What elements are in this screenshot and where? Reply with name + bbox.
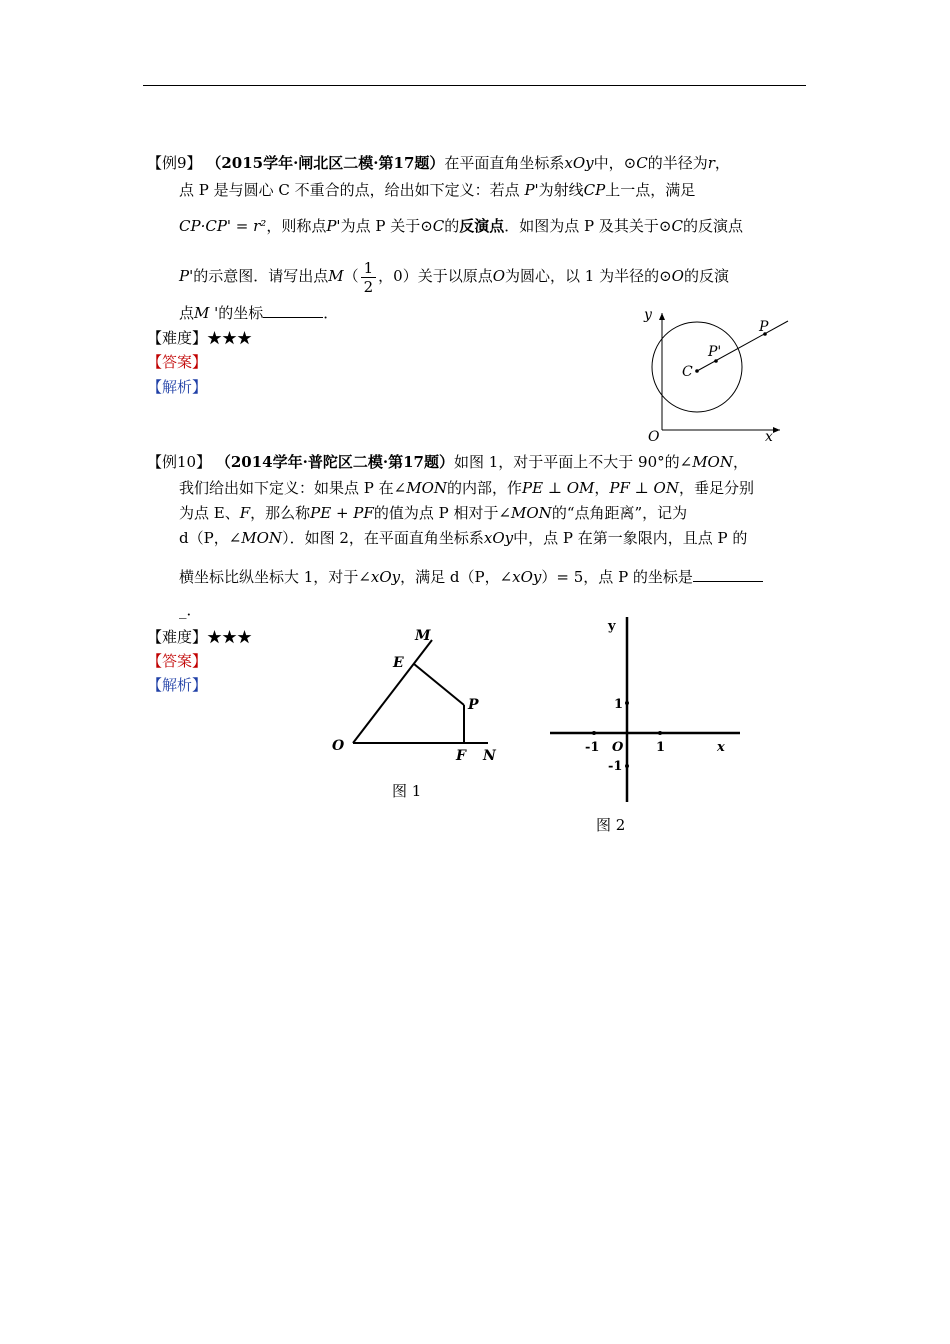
ex9-circle-c: ⊙C (658, 217, 683, 235)
circle-c (652, 322, 742, 412)
ex10-text: 的值为点 P 相对于 (373, 504, 499, 522)
label-x: x (717, 740, 725, 755)
ex10-angle-mon: ∠MON (393, 479, 447, 497)
ex10-difficulty: 【难度】★★★ (147, 628, 253, 646)
ex10-line-3 (179, 503, 687, 523)
tick-1-x (658, 731, 662, 735)
label-y: y (608, 619, 616, 634)
ex10-pf-on: PF ⊥ ON (609, 479, 679, 497)
ex9-cp: CP (583, 181, 606, 199)
ex10-angle-xoy: ∠xOy (358, 568, 401, 586)
ex10-line-6: _． (179, 601, 202, 619)
ex10-answer: 【答案】 (147, 652, 208, 670)
ex9-text: 上一点，满足 (605, 181, 696, 199)
ex9-p-prime: P' (524, 181, 539, 199)
ex10-text: ，那么称 (250, 504, 311, 522)
point-c (695, 369, 699, 373)
ex9-text: 为圆心，以 1 为半径的 (505, 267, 660, 285)
ex9-xoy: xOy (564, 154, 594, 172)
ex10-pe-om: PE ⊥ OM (522, 479, 595, 497)
ex9-line-2 (179, 180, 695, 200)
ex10-text: ，垂足分别 (678, 479, 754, 497)
ex9-text: 的示意图．请写出点 (193, 267, 329, 285)
ex9-text: 在平面直角坐标系 (444, 154, 565, 172)
ex9-text: 的反演点 (682, 217, 743, 235)
ex9-answer-blank[interactable] (263, 303, 323, 318)
label-o: O (648, 429, 660, 445)
ex10-figure-1-caption: 图 1 (392, 782, 422, 800)
label-neg1-y: -1 (608, 759, 623, 774)
ex10-angle-xoy: ∠xOy (499, 568, 542, 586)
ex10-figure-1 (325, 620, 510, 775)
tick-neg1-y (625, 764, 629, 768)
ex9-line-5 (179, 303, 338, 323)
label-y: y (644, 307, 652, 323)
label-m: M (415, 628, 431, 644)
ex9-fraction-den: 2 (363, 277, 374, 296)
ex9-text: 为点 P 关于 (340, 217, 421, 235)
ex10-line-4 (179, 528, 747, 548)
ex10-text: ， (732, 453, 748, 471)
label-p: P (759, 319, 769, 335)
ex10-text: d（P， (179, 529, 229, 547)
x-axis-arrow-icon (773, 427, 780, 433)
ex9-difficulty: 【难度】★★★ (147, 329, 253, 347)
ex9-radius: r (707, 154, 715, 172)
ex9-tag: 【例9】 (147, 154, 202, 172)
label-x: x (765, 429, 773, 445)
label-1-x: 1 (656, 740, 666, 755)
ex10-text: 的内部，作 (447, 479, 523, 497)
ex9-text: ， (714, 154, 730, 172)
ex10-text: 中，点 P 在第一象限内，且点 P 的 (513, 529, 748, 547)
label-c: C (682, 364, 693, 380)
label-1-y: 1 (614, 697, 624, 712)
ex10-figure-2 (545, 612, 745, 807)
ex9-fraction-num: 1 (361, 259, 377, 278)
ex10-angle-mon: ∠MON (228, 529, 283, 547)
ex10-text: 的“点角距离”，记为 (551, 504, 688, 522)
ex10-xoy: xOy (483, 529, 514, 547)
ex9-line-3 (179, 216, 743, 236)
ex9-term: 反演点 (459, 217, 505, 235)
label-neg1-x: -1 (585, 740, 600, 755)
ex10-text: 如图 1，对于平面上不大于 90°的 (453, 453, 680, 471)
ex9-fraction (361, 259, 377, 296)
label-f: F (456, 748, 466, 764)
tick-1-y (625, 701, 629, 705)
ex9-text: 的 (444, 217, 460, 235)
ex9-text: ．如图为点 P 及其关于 (504, 217, 659, 235)
ex10-text: 我们给出如下定义：如果点 P 在 (179, 479, 394, 497)
label-n: N (483, 748, 496, 764)
ex9-analysis: 【解析】 (147, 378, 208, 396)
ex10-source: （2014学年·普陀区二模·第17题） (215, 453, 454, 471)
label-p-prime: P' (708, 344, 722, 360)
ex10-angle-mon: ∠MON (498, 504, 552, 522)
ex9-text: 点 (179, 304, 195, 322)
ex9-text: 为射线 (538, 181, 584, 199)
ex9-formula: CP·CP' = r² (179, 217, 267, 235)
ex9-text: 的反演 (683, 267, 729, 285)
ex10-analysis: 【解析】 (147, 676, 208, 694)
ex9-circle-c: ⊙C (623, 154, 648, 172)
label-e: E (393, 655, 404, 671)
ex10-line-5 (179, 567, 763, 587)
ex9-line-4 (179, 256, 729, 296)
ex9-text: ，则称点 (266, 217, 327, 235)
label-o: O (612, 740, 624, 755)
ex10-line-2 (179, 478, 754, 498)
ex9-circle-c: ⊙C (420, 217, 445, 235)
tick-neg1-x (592, 731, 596, 735)
ex10-answer-blank[interactable] (693, 567, 763, 582)
ex9-text: 中， (593, 154, 624, 172)
ex10-pe-pf: PE + PF (310, 504, 374, 522)
ex9-text: （ (343, 267, 359, 285)
ex9-text: 的坐标 (218, 304, 264, 322)
ex10-text: ，满足 d（P， (400, 568, 500, 586)
header-rule (143, 85, 806, 86)
ex10-text: ， (594, 479, 610, 497)
ex9-p-prime: P' (179, 267, 194, 285)
ex10-angle-mon: ∠MON (679, 453, 733, 471)
ex10-figure-2-caption: 图 2 (596, 816, 626, 834)
ex10-text: ）．如图 2，在平面直角坐标系 (282, 529, 484, 547)
label-p: P (468, 697, 479, 713)
ex10-text: ）= 5，点 P 的坐标是 (541, 568, 693, 586)
ex9-o: O (492, 267, 506, 285)
ex9-m: M (328, 267, 344, 285)
ex9-text: ． (323, 304, 339, 322)
ex9-source: （2015学年·闸北区二模·第17题） (206, 154, 445, 172)
ex10-tag: 【例10】 (147, 453, 212, 471)
ex10-text: 横坐标比纵坐标大 1，对于 (179, 568, 359, 586)
ex9-answer: 【答案】 (147, 353, 208, 371)
label-o: O (332, 738, 345, 754)
ex9-line-1 (147, 153, 730, 173)
segment-pe (414, 664, 464, 705)
ex9-figure (640, 305, 800, 450)
y-axis-arrow-icon (659, 313, 665, 320)
ex9-text: ，0）关于以原点 (378, 267, 493, 285)
ex9-m-prime: M ' (194, 304, 219, 322)
ex9-circle-o: ⊙O (659, 267, 684, 285)
ex9-p-prime: P' (326, 217, 341, 235)
ex10-line-1 (147, 452, 748, 472)
ex10-f: F (239, 504, 251, 522)
ex9-text: 的半径为 (647, 154, 708, 172)
ex9-text: 点 P 是与圆心 C 不重合的点，给出如下定义：若点 (179, 181, 520, 199)
ex10-text: 为点 E、 (179, 504, 240, 522)
